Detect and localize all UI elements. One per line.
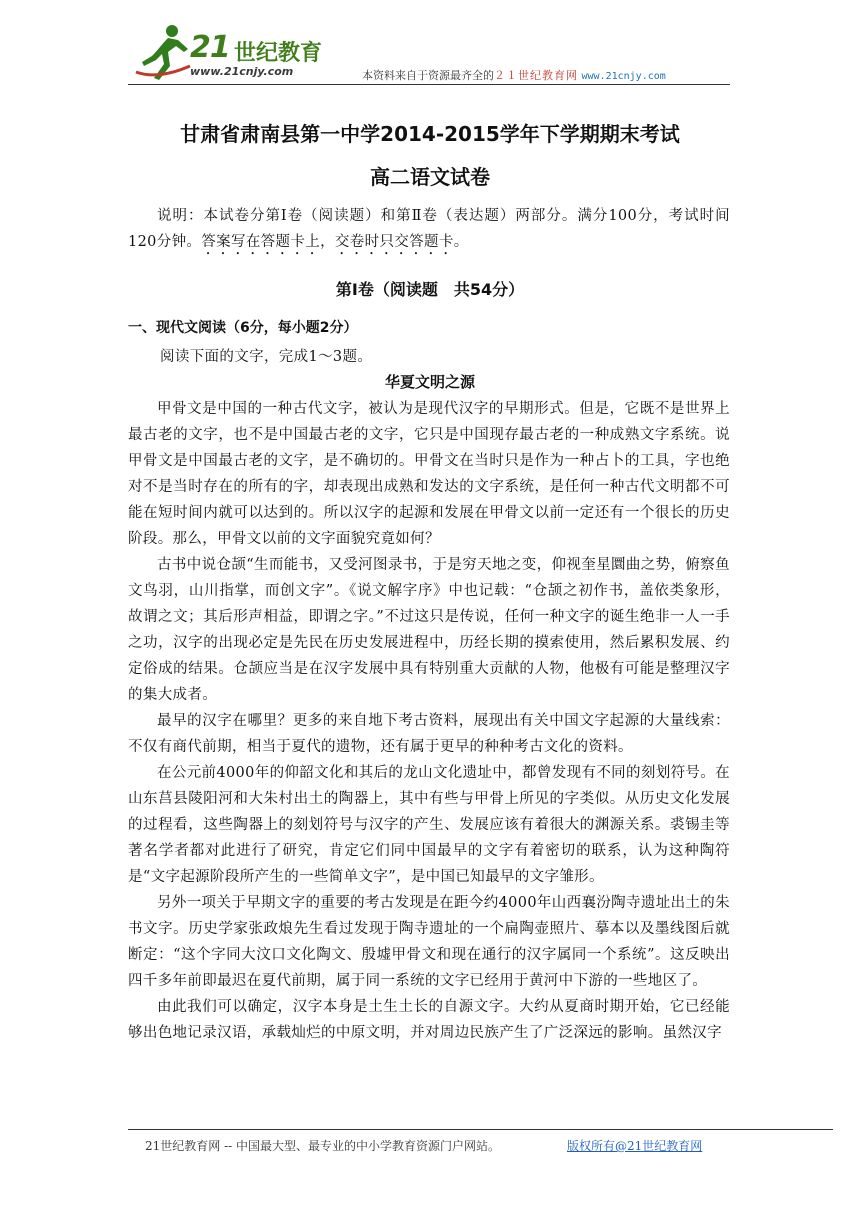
- footer-divider: [128, 1129, 833, 1130]
- logo-url: www.21cnjy.com: [190, 65, 294, 78]
- header-divider: [128, 84, 730, 85]
- part-heading: 一、现代文阅读（6分，每小题2分）: [128, 320, 358, 336]
- header-brand-link[interactable]: ２１世纪教育网: [494, 69, 578, 82]
- page-header: [128, 22, 730, 84]
- logo-number: 21: [190, 30, 230, 65]
- article-paragraph: 古书中说仓颉“生而能书，又受河图录书，于是穷天地之变，仰视奎星圜曲之势，俯察鱼文鸟羽，山川指掌，而创文字”。《说文解字序》中也记载：“仓颉之初作书，盖依类象形，故谓之文；其后形声相益，即谓之字。”不过这只是传说，任何一种文字的诞生绝非一人一手之功，汉字的出现必定是先民在历史发展进程中，历经长期的摸索使用，然后累积发展、约定俗成的结果。仓颉应当是在汉字发展中具有特别重大贡献的人物，他极有可能是整理汉字的集大成者。: [128, 557, 730, 703]
- article-paragraph: 最早的汉字在哪里？更多的来自地下考古资料，展现出有关中国文字起源的大量线索：不仅有商代前期，相当于夏代的遗物，还有属于更早的种种考古文化的资料。: [128, 713, 730, 755]
- article-title: 华夏文明之源: [384, 373, 475, 391]
- exam-instructions: [128, 203, 730, 258]
- copyright-link[interactable]: 版权所有@21世纪教育网: [567, 1139, 703, 1153]
- logo-name: 世纪教育: [234, 41, 323, 66]
- article-paragraph: 由此我们可以确定，汉字本身是土生土长的自源文字。大约从夏商时期开始，它已经能够出色地记录汉语，承载灿烂的中原文明，并对周边民族产生了广泛深远的影响。虽然汉字: [128, 999, 730, 1041]
- header-note: [362, 67, 666, 83]
- article-paragraph: 另外一项关于早期文字的重要的考古发现是在距今约4000年山西襄汾陶寺遗址出土的朱书文字。历史学家张政烺先生看过发现于陶寺遗址的一个扁陶壶照片、摹本以及墨线图后就断定：“这个字同大汶口文化陶文、殷墟甲骨文和现在通行的汉字属同一个系统”。这反映出四千多年前即最迟在夏代前期，属于同一系统的文字已经用于黄河中下游的一些地区了。: [128, 895, 730, 989]
- exam-subtitle: 高二语文试卷: [370, 165, 490, 189]
- header-url-link[interactable]: www.21cnjy.com: [581, 71, 666, 82]
- article-body: [128, 396, 730, 1046]
- reading-instruction: 阅读下面的文字，完成1～3题。: [160, 349, 373, 365]
- site-logo[interactable]: [128, 22, 340, 84]
- instructions-text: 说明：本试卷分第Ⅰ卷（阅读题）和第Ⅱ卷（表达题）两部分。满分100分，考试时间120分钟。: [128, 208, 730, 250]
- header-note-text: 本资料来自于资源最齐全的: [362, 69, 494, 82]
- exam-title: 甘肃省肃南县第一中学2014-2015学年下学期期末考试: [180, 122, 680, 146]
- article-paragraph: 在公元前4000年的仰韶文化和其后的龙山文化遗址中，都曾发现有不同的刻划符号。在山东莒县陵阳河和大朱村出土的陶器上，其中有些与甲骨上所见的字类似。从历史文化发展的过程看，这些陶器上的刻划符号与汉字的产生、发展应该有着很大的渊源关系。裘锡圭等著名学者都对此进行了研究，肯定它们同中国最早的文字有着密切的联系，认为这种陶符是“文字起源阶段所产生的一些简单文字”，是中国已知最早的文字雏形。: [128, 765, 730, 885]
- section-title: 第Ⅰ卷（阅读题 共54分）: [335, 280, 525, 299]
- runner-icon: [128, 22, 198, 84]
- instructions-emphasis: 答案写在答题卡上，交卷时只交答题卡。: [201, 234, 469, 250]
- article-paragraph: 甲骨文是中国的一种古代文字，被认为是现代汉字的早期形式。但是，它既不是世界上最古老的文字，也不是中国最古老的文字，它只是中国现存最古老的一种成熟文字系统。说甲骨文是中国最古老的文字，是不确切的。甲骨文在当时只是作为一种占卜的工具，字也绝对不是当时存在的所有的字，却表现出成熟和发达的文字系统，是任何一种古代文明都不可能在短时间内就可以达到的。所以汉字的起源和发展在甲骨文以前一定还有一个很长的历史阶段。那么，甲骨文以前的文字面貌究竟如何？: [128, 401, 730, 547]
- footer-text: 21世纪教育网 -- 中国最大型、最专业的中小学教育资源门户网站。: [145, 1139, 501, 1153]
